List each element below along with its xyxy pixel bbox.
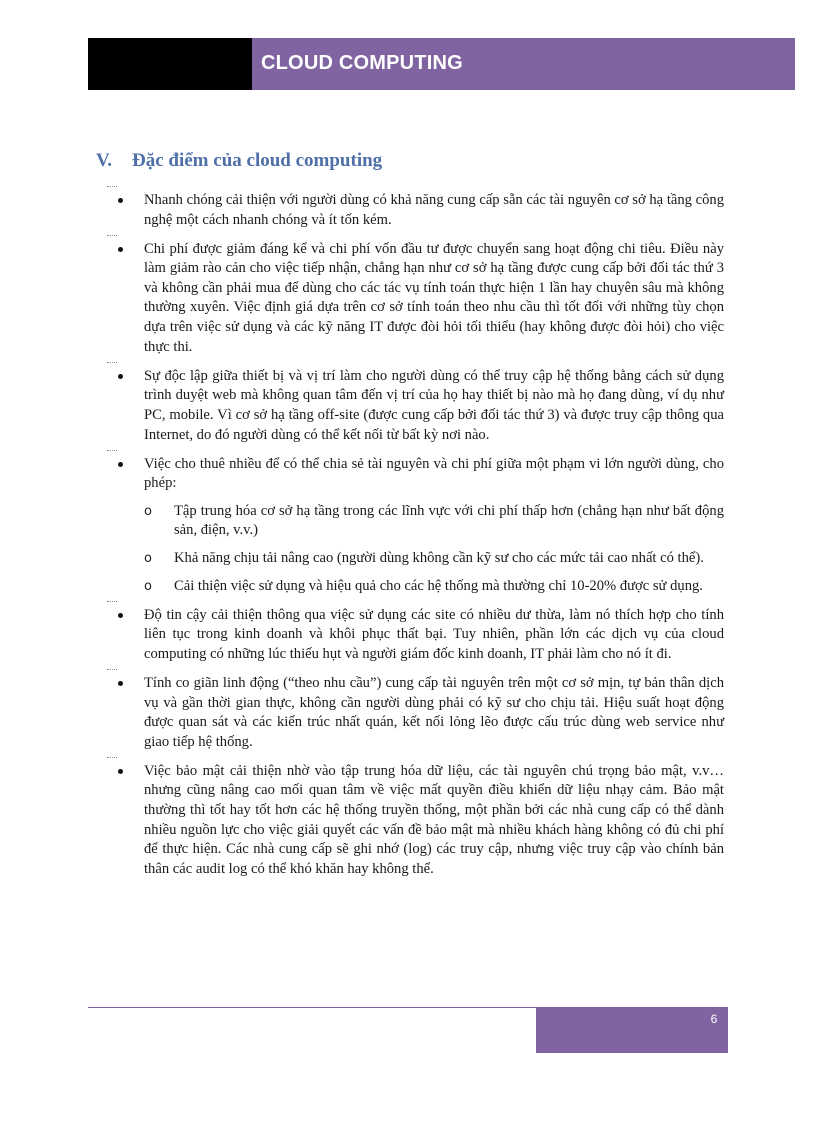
list-item-text: Nhanh chóng cải thiện với người dùng có khả năng cung cấp sẵn các tài nguyên cơ sở hạ tầng công nghệ một cách nhanh chóng và ít tốn kém. <box>144 192 724 228</box>
list-item <box>114 674 724 752</box>
bullet-tick-mark <box>107 450 117 451</box>
circle-bullet-icon: o <box>144 578 152 594</box>
circle-bullet-icon: o <box>144 551 152 566</box>
list-item <box>114 367 724 445</box>
list-item-text: Việc cho thuê nhiều để có thể chia sẻ tài nguyên và chi phí giữa một phạm vi lớn người dùng, cho phép: <box>144 455 724 492</box>
list-item <box>114 455 724 597</box>
bullet-dot-icon <box>118 462 123 467</box>
sub-list-item <box>144 577 724 597</box>
bullet-tick-mark <box>107 235 117 236</box>
bullet-dot-icon <box>118 247 123 252</box>
list-item-text: Sự độc lập giữa thiết bị và vị trí làm cho người dùng có thể truy cập hệ thống bằng cách sử dụng trình duyệt web mà không quan tâm đến vị trí của họ hay thiết bị nào mà họ đang dùng, ví dụ như PC, mobile. Vì cơ sở hạ tầng off-site (được cung cấp bởi đối tác thứ 3) và được truy cập thông qua Internet, do đó người dùng có thể kết nối từ bất kỳ nơi nào. <box>144 367 724 443</box>
page-number: 6 <box>710 1012 718 1026</box>
bullet-dot-icon <box>118 613 123 618</box>
list-item <box>114 606 724 665</box>
bullet-dot-icon <box>118 681 123 686</box>
bullet-dot-icon <box>118 198 123 203</box>
list-item-text: Độ tin cậy cải thiện thông qua việc sử dụng các site có nhiều dư thừa, làm nó thích hợp cho tính liên tục trong kinh doanh và khôi phục thất bại. Tuy nhiên, phần lớn các dịch vụ của cloud computing có những lúc thiếu hụt và người giám đốc kinh doanh, IT phải làm cho nó ít đi. <box>144 606 724 662</box>
bullet-tick-mark <box>107 757 117 758</box>
list-item-text: Việc bảo mật cải thiện nhờ vào tập trung hóa dữ liệu, các tài nguyên chú trọng bảo mật, v.v… nhưng cũng nâng cao mối quan tâm về việc mất quyền điều khiển dữ liệu nhạy cảm. Bảo mật thường thì tốt hay tốt hơn các hệ thống truyền thống, một phần bởi các nhà cung cấp có thể dành nhiều nguồn lực cho việc giải quyết các vấn đề bảo mật mà nhiều khách hàng không có đủ chi phí để thực hiện. Các nhà cung cấp sẽ ghi nhớ (log) các truy cập, nhưng việc truy cập vào chính bản thân các audit log có thể khó khăn hay không thể. <box>144 762 724 877</box>
page-header-title: CLOUD COMPUTING <box>261 52 463 74</box>
sub-list-item <box>144 549 724 569</box>
bullet-tick-mark <box>107 601 117 602</box>
bullet-tick-mark <box>107 362 117 363</box>
bullet-dot-icon <box>118 374 123 379</box>
list-item-text: Chi phí được giảm đáng kể và chi phí vốn đầu tư được chuyển sang hoạt động chi tiêu. Điều này làm giảm rào cản cho việc tiếp nhận, chẳng hạn như cơ sở hạ tầng được cung cấp bởi đối tác thứ 3 và không cần phải mua để dùng cho các tác vụ tính toán thực hiện 1 lần hay chuyên sâu mà không thường xuyên. Việc định giá dựa trên cơ sở tính toán theo nhu cầu thì tốt đối với những tùy chọn dựa trên việc sử dụng và các kỹ năng IT được đòi hỏi tối thiểu (hay không được đòi hỏi) cho việc thực thi. <box>144 240 724 355</box>
section-number: V. <box>96 150 113 171</box>
list-item-text: Tính co giãn linh động (“theo nhu cầu”) cung cấp tài nguyên trên một cơ sở mịn, tự bản thân dịch vụ và gần thời gian thực, không cần người dùng phải có kỹ sư cho chịu tải. Hiệu suất hoạt động được quan sát và các kiến trúc nhất quán, kết nối lỏng lẽo được cấu trúc dùng web service như giao tiếp hệ thống. <box>144 674 724 750</box>
section-title: Đặc điểm của cloud computing <box>132 150 383 171</box>
document-body <box>114 191 724 889</box>
sub-list-item-text: Tập trung hóa cơ sở hạ tầng trong các lĩnh vực với chi phí thấp hơn (chẳng hạn như bất động sản, điện, v.v.) <box>174 502 724 539</box>
list-item <box>114 762 724 880</box>
bullet-tick-mark <box>107 669 117 670</box>
list-item <box>114 191 724 230</box>
sub-list-item <box>144 502 724 541</box>
circle-bullet-icon: o <box>144 503 152 519</box>
sub-list-item-text: Khả năng chịu tải nâng cao (người dùng không cần kỹ sư cho các mức tải cao nhất có thể). <box>174 550 704 566</box>
bullet-dot-icon <box>118 769 123 774</box>
list-item <box>114 240 724 358</box>
sub-list-item-text: Cải thiện việc sử dụng và hiệu quả cho các hệ thống mà thường chỉ 10-20% được sử dụng. <box>174 577 703 594</box>
bullet-tick-mark <box>107 186 117 187</box>
section-heading <box>96 150 382 172</box>
header-black-block <box>88 38 252 90</box>
